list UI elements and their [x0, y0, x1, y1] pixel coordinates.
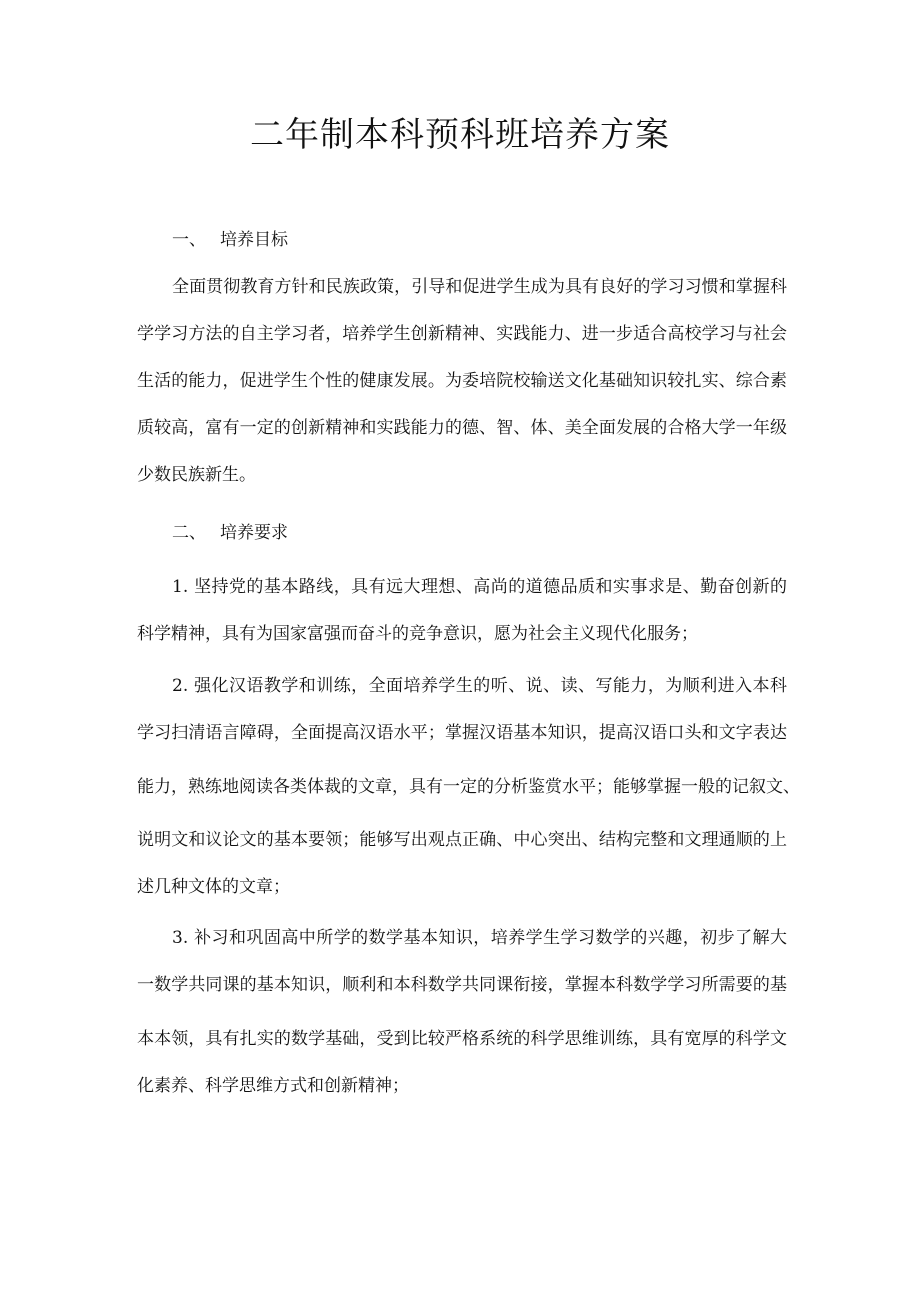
section-heading-text: 培养目标: [220, 230, 288, 250]
paragraph-line: 说明文和议论文的基本要领；能够写出观点正确、中心突出、结构完整和文理通顺的上: [137, 830, 787, 850]
paragraph-line: 全面贯彻教育方针和民族政策，引导和促进学生成为具有良好的学习习惯和掌握科: [172, 277, 787, 297]
section-heading-training-requirements: [172, 522, 288, 544]
paragraph-line: 少数民族新生。: [137, 465, 256, 485]
paragraph-line: 2. 强化汉语教学和训练，全面培养学生的听、说、读、写能力，为顺利进入本科: [172, 676, 787, 696]
section-heading-training-goals: [172, 229, 288, 251]
paragraph-line: 能力，熟练地阅读各类体裁的文章，具有一定的分析鉴赏水平；能够掌握一般的记叙文、: [137, 777, 800, 797]
paragraph-line: 学学习方法的自主学习者，培养学生创新精神、实践能力、进一步适合高校学习与社会: [137, 324, 787, 344]
paragraph-line: 学习扫清语言障碍，全面提高汉语水平；掌握汉语基本知识，提高汉语口头和文字表达: [137, 723, 787, 743]
paragraph-line: 化素养、科学思维方式和创新精神；: [137, 1076, 409, 1096]
paragraph-line: 1. 坚持党的基本路线，具有远大理想、高尚的道德品质和实事求是、勤奋创新的: [172, 577, 787, 597]
paragraph-line: 本本领，具有扎实的数学基础，受到比较严格系统的科学思维训练，具有宽厚的科学文: [137, 1029, 787, 1049]
section-number: 一、: [172, 230, 206, 250]
paragraph-line: 科学精神，具有为国家富强而奋斗的竞争意识，愿为社会主义现代化服务；: [137, 624, 698, 644]
section-heading-text: 培养要求: [220, 523, 288, 543]
paragraph-line: 质较高，富有一定的创新精神和实践能力的德、智、体、美全面发展的合格大学一年级: [137, 418, 787, 438]
paragraph-line: 一数学共同课的基本知识，顺利和本科数学共同课衔接，掌握本科数学学习所需要的基: [137, 975, 787, 995]
paragraph-line: 生活的能力，促进学生个性的健康发展。为委培院校输送文化基础知识较扎实、综合素: [137, 371, 787, 391]
paragraph-line: 述几种文体的文章；: [137, 877, 290, 897]
section-number: 二、: [172, 523, 206, 543]
paragraph-line: 3. 补习和巩固高中所学的数学基本知识，培养学生学习数学的兴趣，初步了解大: [172, 928, 787, 948]
document-title: 二年制本科预科班培养方案: [250, 115, 670, 155]
